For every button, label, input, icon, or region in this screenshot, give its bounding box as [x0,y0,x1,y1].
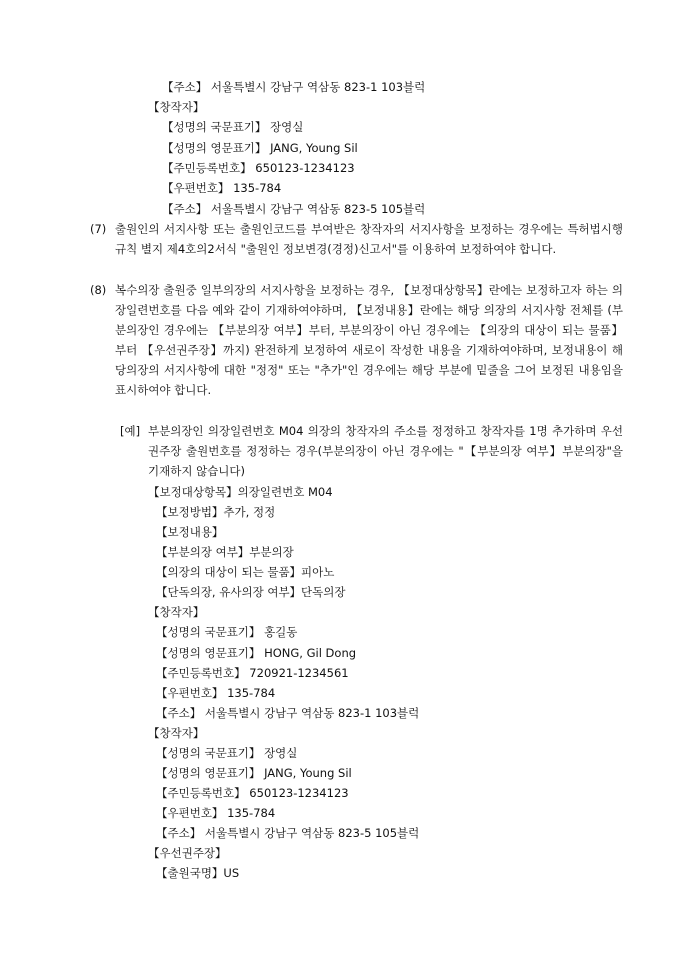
example-creator-1-resident-number: 【주민등록번호】 720921-1234561 [156,666,349,680]
example-creator-1-heading: 【창작자】 [148,605,205,619]
example-creator-1-name-korean: 【성명의 국문표기】 홍길동 [156,625,298,639]
example-method: 【보정방법】추가, 정정 [156,505,276,519]
top-name-english: 【성명의 영문표기】 JANG, Young Sil [162,141,358,155]
example-partial-design: 【부분의장 여부】부분의장 [156,545,294,559]
item-7-number: (7) [90,222,107,236]
example-creator-2-name-korean: 【성명의 국문표기】 장영실 [156,746,298,760]
example-target-item: 【보정대상항목】의장일련번호 M04 [148,485,333,499]
item-7-text: 출원인의 서지사항 또는 출원인코드를 부여받은 창작자의 서지사항을 보정하는 경우에는 특허법시행규칙 별지 제4호의2서식 "출원인 정보변경(경정)신고서"를 이용하여 보정하여야 합니다. [115,222,623,256]
top-name-korean: 【성명의 국문표기】 장영실 [162,120,304,134]
example-creator-2-name-english: 【성명의 영문표기】 JANG, Young Sil [156,766,352,780]
item-8-number: (8) [90,283,107,297]
example-creator-1-zip-code: 【우편번호】 135-784 [156,686,276,700]
example-creator-2-heading: 【창작자】 [148,726,205,740]
example-creator-2-address: 【주소】 서울특별시 강남구 역삼동 823-5 105블럭 [156,826,420,840]
example-country: 【출원국명】US [156,866,240,880]
example-priority-heading: 【우선권주장】 [148,846,227,860]
example-text: 부분의장인 의장일련번호 M04 의장의 창작자의 주소를 정정하고 창작자를 1명 추가하며 우선권주장 출원번호를 정정하는 경우(부분의장이 아닌 경우에는 "【부분의장 여부】부분의장"을 기재하지 않습니다) [148,424,623,478]
example-single-design: 【단독의장, 유사의장 여부】단독의장 [156,585,346,599]
example-creator-2-resident-number: 【주민등록번호】 650123-1234123 [156,786,349,800]
example-label: [예] [120,424,141,438]
example-creator-1-address: 【주소】 서울특별시 강남구 역삼동 823-1 103블럭 [156,706,420,720]
top-creator-heading: 【창작자】 [148,100,205,114]
top-resident-number: 【주민등록번호】 650123-1234123 [162,161,355,175]
item-8-text: 복수의장 출원중 일부의장의 서지사항을 보정하는 경우, 【보정대상항목】란에는 보정하고자 하는 의장일련번호를 다음 예와 같이 기재하여야하며, 【보정내용】란에는 해당 의장의 서지사항 전체를 (부분의장인 경우에는 【부분의장 여부】부터, 부분의장이 아닌 경우에는 【의장의 대상이 되는 물품】부터 【우선권주장】까지) 완전하게 보정하여 새로이 작성한 내용을 기재하여야하며, 보정내용이 해당의장의 서지사항에 대한 "정정" 또는 "추가"인 경우에는 해당 부분에 밑줄을 그어 보정된 내용임을 표시하여야 합니다. [115,283,623,397]
example-creator-2-zip-code: 【우편번호】 135-784 [156,806,276,820]
top-address-2: 【주소】 서울특별시 강남구 역삼동 823-5 105블럭 [162,202,426,216]
example-content: 【보정내용】 [156,525,224,539]
top-address-1: 【주소】 서울특별시 강남구 역삼동 823-1 103블럭 [162,80,426,94]
example-creator-1-name-english: 【성명의 영문표기】 HONG, Gil Dong [156,646,357,660]
top-zip-code: 【우편번호】 135-784 [162,181,282,195]
example-article: 【의장의 대상이 되는 물품】피아노 [156,565,335,579]
